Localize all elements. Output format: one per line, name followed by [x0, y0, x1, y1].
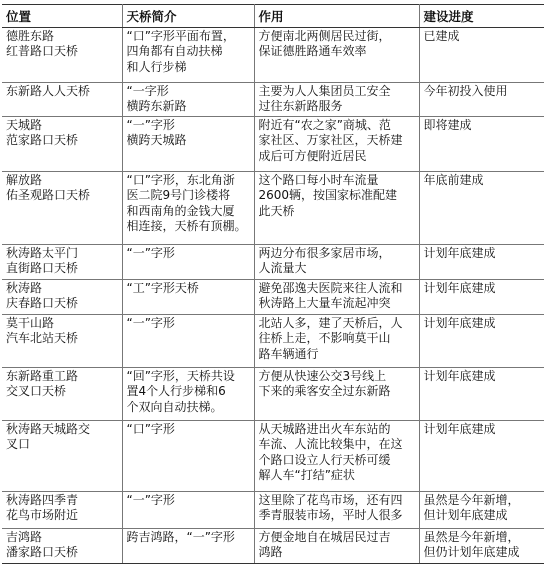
cell-intro-line: 跨吉鸿路，“一”字形 [126, 529, 235, 544]
cell-purpose-line: 主要为人人集团员工安全 [258, 84, 391, 98]
cell-location-line: 吉鸿路 [6, 529, 43, 544]
cell-location-line: 秋涛路太平门 [6, 245, 79, 260]
cell-progress-line: 虽然是今年新增， [423, 492, 520, 507]
cell-intro-line: 横跨东新路 [126, 99, 187, 114]
cell-intro-line: 横跨天城路 [126, 133, 187, 148]
cell-location-line: 佑圣观路口天桥 [6, 188, 91, 203]
cell-purpose-line: 家社区、万家社区，天桥建 [258, 133, 403, 148]
table-row [2, 279, 544, 314]
cell-purpose-line: 个路口设立人行天桥可缓 [258, 452, 391, 467]
cell-purpose [254, 244, 419, 279]
cell-location-line: 范家路口天桥 [6, 133, 79, 148]
cell-location-line: 潘家路口天桥 [6, 545, 79, 560]
cell-purpose-line: 季青服装市场，平时人很多 [258, 508, 403, 523]
cell-location [2, 116, 122, 171]
cell-intro-line: 和人行步梯 [126, 59, 187, 74]
cell-location [2, 528, 122, 563]
header-progress: 建设进度 [419, 5, 544, 28]
cell-intro [122, 528, 254, 563]
cell-purpose-line: 从天城路进出火车东站的 [258, 421, 391, 436]
cell-intro-line: “口”字形平面布置， [126, 29, 235, 43]
table-body [2, 28, 544, 564]
cell-purpose-line: 往桥上走，不影响莫干山 [258, 331, 391, 346]
table-row [2, 83, 544, 117]
cell-intro-line: 和西南角的金钱大厦 [126, 203, 235, 218]
cell-progress [419, 314, 544, 367]
cell-location [2, 28, 122, 83]
cell-purpose-line: 鸿路 [258, 545, 283, 560]
cell-purpose-line: 2600辆，按国家标准配建 [258, 188, 398, 203]
cell-purpose-line: 下来的乘客安全过东新路 [258, 384, 391, 399]
cell-intro-line: “回”字形，天桥共设 [126, 368, 235, 383]
cell-intro-line: “一”字形 [126, 245, 175, 260]
cell-intro [122, 171, 254, 244]
cell-intro-line: 相连接，天桥有顶棚。 [126, 219, 247, 234]
cell-purpose [254, 367, 419, 420]
cell-purpose [254, 420, 419, 491]
cell-location-line: 直街路口天桥 [6, 261, 79, 276]
cell-purpose-line: 方便从快速公交3号线上 [258, 368, 387, 383]
cell-intro [122, 367, 254, 420]
cell-location-line: 秋涛路天城路交 [6, 421, 91, 436]
cell-location [2, 491, 122, 528]
cell-progress [419, 171, 544, 244]
cell-progress [419, 367, 544, 420]
table-row [2, 171, 544, 244]
cell-intro-line: “口”字形 [126, 421, 175, 436]
cell-location-line: 花鸟市场附近 [6, 508, 79, 523]
cell-purpose-line: 解人车“打结”症状 [258, 468, 355, 483]
cell-intro-line: “一字形 [126, 84, 169, 98]
cell-location-line: 莫干山路 [6, 315, 55, 330]
cell-progress-line: 即将建成 [423, 117, 472, 132]
cell-progress-line: 计划年底建成 [423, 368, 496, 383]
cell-location-line: 天城路 [6, 117, 43, 132]
table-row [2, 314, 544, 367]
cell-purpose [254, 491, 419, 528]
cell-progress-line: 计划年底建成 [423, 280, 496, 295]
cell-location [2, 244, 122, 279]
cell-location-line: 秋涛路 [6, 280, 43, 295]
table-row [2, 244, 544, 279]
cell-intro [122, 244, 254, 279]
cell-purpose-line: 秋涛路上大量车流起冲突 [258, 296, 391, 311]
cell-location-line: 东新路人人天桥 [6, 84, 91, 98]
cell-location-line: 红普路口天桥 [6, 44, 79, 59]
table-row [2, 116, 544, 171]
cell-purpose-line: 路车辆通行 [258, 346, 319, 361]
cell-purpose-line: 这个路口每小时车流量 [258, 172, 379, 187]
overpass-table [2, 4, 544, 564]
table-row [2, 491, 544, 528]
cell-progress [419, 28, 544, 83]
cell-intro-line: “工”字形天桥 [126, 280, 199, 295]
cell-purpose [254, 171, 419, 244]
cell-purpose-line: 保证德胜路通车效率 [258, 44, 367, 59]
cell-purpose-line: 成后可方便附近居民 [258, 148, 367, 163]
cell-progress [419, 279, 544, 314]
cell-progress [419, 491, 544, 528]
cell-intro [122, 116, 254, 171]
cell-location [2, 367, 122, 420]
cell-intro [122, 491, 254, 528]
cell-purpose-line: 避免邵逸夫医院来往人流和 [258, 280, 403, 295]
cell-purpose-line: 此天桥 [258, 203, 295, 218]
table-row [2, 420, 544, 491]
cell-location-line: 东新路重工路 [6, 368, 79, 383]
cell-location-line: 交叉口天桥 [6, 384, 67, 399]
cell-location-line: 解放路 [6, 172, 43, 187]
cell-intro [122, 420, 254, 491]
cell-intro-line: “一”字形 [126, 315, 175, 330]
table-row [2, 367, 544, 420]
cell-intro [122, 28, 254, 83]
cell-progress-line: 但仍计划年底建成 [423, 545, 520, 560]
table-header-row [2, 5, 544, 28]
cell-intro-line: 四角都有自动扶梯 [126, 44, 223, 59]
cell-purpose [254, 28, 419, 83]
cell-location [2, 279, 122, 314]
cell-purpose-line: 人流量大 [258, 261, 307, 276]
cell-intro [122, 279, 254, 314]
cell-location-line: 德胜东路 [6, 29, 55, 43]
cell-progress-line: 计划年底建成 [423, 245, 496, 260]
cell-location [2, 83, 122, 117]
cell-location [2, 171, 122, 244]
cell-purpose-line: 方便金地自在城居民过吉 [258, 529, 391, 544]
cell-intro [122, 83, 254, 117]
cell-intro [122, 314, 254, 367]
cell-progress-line: 计划年底建成 [423, 421, 496, 436]
cell-progress [419, 528, 544, 563]
cell-progress-line: 今年初投入使用 [423, 84, 508, 98]
cell-purpose-line: 北站人多，建了天桥后，人 [258, 315, 403, 330]
cell-location-line: 叉口 [6, 437, 31, 452]
cell-progress-line: 虽然是今年新增， [423, 529, 520, 544]
cell-purpose [254, 116, 419, 171]
cell-intro-line: 个双向自动扶梯。 [126, 399, 223, 414]
cell-intro-line: “一”字形 [126, 492, 175, 507]
cell-intro-line: 医二院9号门诊楼将 [126, 188, 231, 203]
cell-progress-line: 计划年底建成 [423, 315, 496, 330]
cell-purpose-line: 附近有“农之家”商城、范 [258, 117, 391, 132]
cell-intro-line: “一”字形 [126, 117, 175, 132]
header-purpose: 作用 [254, 5, 419, 28]
cell-purpose-line: 过往东新路服务 [258, 99, 343, 114]
cell-purpose-line: 车流、人流比较集中，在这 [258, 437, 403, 452]
cell-progress-line: 年底前建成 [423, 172, 484, 187]
table-row [2, 528, 544, 563]
cell-location [2, 314, 122, 367]
header-location: 位置 [2, 5, 122, 28]
cell-progress [419, 244, 544, 279]
cell-purpose-line: 方便南北两侧居民过街， [258, 29, 391, 43]
cell-purpose [254, 83, 419, 117]
cell-purpose-line: 这里除了花鸟市场，还有四 [258, 492, 403, 507]
cell-progress [419, 420, 544, 491]
cell-purpose [254, 279, 419, 314]
header-intro: 天桥简介 [122, 5, 254, 28]
cell-location-line: 秋涛路四季青 [6, 492, 79, 507]
cell-purpose [254, 528, 419, 563]
cell-purpose-line: 两边分布很多家居市场， [258, 245, 391, 260]
cell-progress [419, 83, 544, 117]
cell-progress [419, 116, 544, 171]
cell-progress-line: 但计划年底建成 [423, 508, 508, 523]
cell-location-line: 庆春路口天桥 [6, 296, 79, 311]
table-row [2, 28, 544, 83]
cell-intro-line: 置4个人行步梯和6 [126, 384, 226, 399]
cell-location [2, 420, 122, 491]
cell-location-line: 汽车北站天桥 [6, 331, 79, 346]
cell-progress-line: 已建成 [423, 29, 460, 43]
cell-purpose [254, 314, 419, 367]
cell-intro-line: “口”字形，东北角浙 [126, 172, 235, 187]
